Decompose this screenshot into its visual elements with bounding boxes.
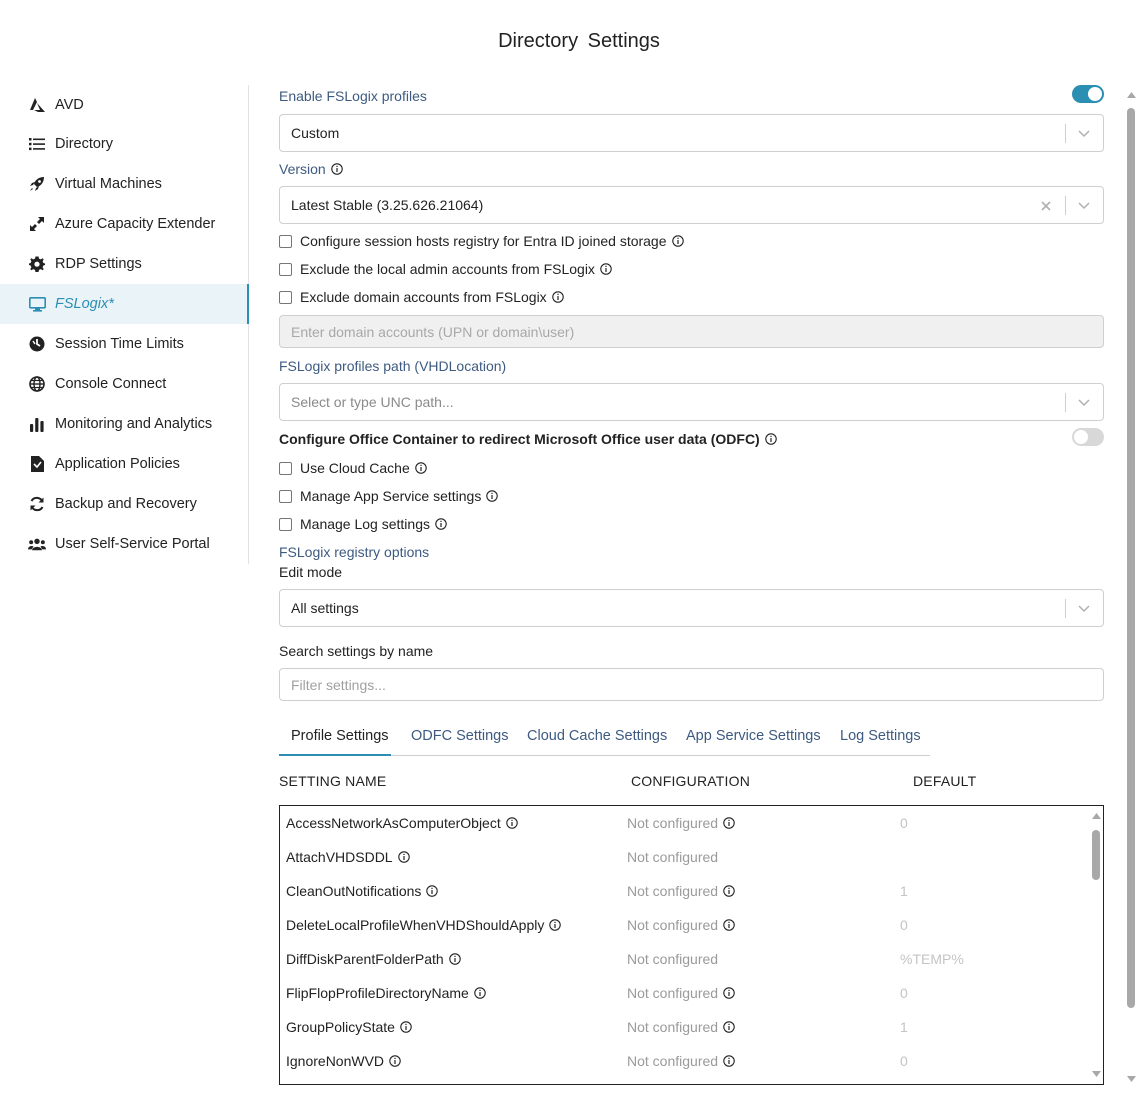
setting-name-cell: [286, 951, 461, 967]
table-row[interactable]: [280, 806, 1090, 840]
sidebar-item-directory[interactable]: [0, 124, 249, 164]
table-row[interactable]: [280, 1010, 1090, 1044]
default-value: 0: [900, 1053, 908, 1069]
tab-app-service-settings[interactable]: App Service Settings: [686, 728, 821, 744]
registry-entra-option: [279, 233, 684, 249]
document-icon: [28, 455, 46, 473]
bar-chart-icon: [28, 415, 46, 433]
default-value: %TEMP%: [900, 951, 964, 967]
default-value: 1: [900, 1019, 908, 1035]
dialog-title: Directory Settings: [498, 30, 660, 52]
setting-name: FlipFlopProfileDirectoryName: [286, 985, 469, 1001]
profiles-path-select[interactable]: [279, 383, 1104, 421]
sidebar-item-rdp-settings[interactable]: [0, 244, 249, 284]
table-row[interactable]: [280, 942, 1090, 976]
sidebar-item-label: RDP Settings: [55, 256, 142, 272]
app-service-option: [279, 488, 498, 504]
table-scrollbar-thumb[interactable]: [1092, 830, 1100, 880]
column-header-default[interactable]: DEFAULT: [913, 773, 977, 789]
edit-mode-select[interactable]: [279, 589, 1104, 627]
table-row[interactable]: [280, 874, 1090, 908]
info-icon[interactable]: [723, 817, 735, 829]
configuration-cell[interactable]: [627, 917, 735, 933]
filter-settings-placeholder: Filter settings...: [291, 676, 386, 693]
azure-icon: [28, 96, 46, 114]
configuration-cell[interactable]: [627, 1053, 735, 1069]
default-value: 0: [900, 917, 908, 933]
chevron-down-icon[interactable]: [1075, 197, 1093, 215]
settings-table: [279, 805, 1104, 1085]
registry-entra-label: Configure session hosts registry for Entra ID joined storage: [300, 233, 667, 249]
info-icon[interactable]: [415, 462, 427, 474]
profiles-path-label: FSLogix profiles path (VHDLocation): [279, 358, 507, 374]
info-icon[interactable]: [723, 919, 735, 931]
setting-name: GroupPolicyState: [286, 1019, 395, 1035]
gear-icon: [28, 255, 46, 273]
table-scrollbar[interactable]: [1089, 806, 1103, 1084]
setting-name: CleanOutNotifications: [286, 883, 422, 899]
table-row[interactable]: [280, 976, 1090, 1010]
sidebar-item-session-time-limits[interactable]: [0, 324, 249, 364]
tab-cloud-cache-settings[interactable]: Cloud Cache Settings: [527, 728, 668, 744]
info-icon[interactable]: [765, 433, 777, 445]
fslogix-settings-panel: [279, 0, 1104, 1105]
registry-options-label: FSLogix registry options: [279, 544, 430, 560]
sidebar-item-application-policies[interactable]: [0, 444, 249, 484]
edit-mode-label: Edit mode: [279, 564, 343, 580]
exclude-domain-option: [279, 289, 564, 305]
setting-name-cell: [286, 815, 518, 831]
sidebar-item-monitoring-analytics[interactable]: [0, 404, 249, 444]
sidebar-item-label: FSLogix*: [55, 296, 114, 312]
table-row[interactable]: [280, 1044, 1090, 1078]
info-icon[interactable]: [474, 987, 486, 999]
log-settings-label: Manage Log settings: [300, 516, 430, 532]
setting-name-cell: [286, 849, 410, 865]
configuration-value: Not configured: [627, 951, 719, 967]
info-icon[interactable]: [449, 953, 461, 965]
configuration-value: Not configured: [627, 849, 719, 865]
exclude-domain-checkbox[interactable]: [279, 291, 292, 304]
filter-settings-input[interactable]: [279, 668, 1104, 701]
setting-name-cell: [286, 1019, 412, 1035]
monitor-icon: [28, 295, 46, 313]
sidebar-item-fslogix[interactable]: [0, 284, 249, 324]
info-icon[interactable]: [506, 817, 518, 829]
chevron-down-icon[interactable]: [1075, 125, 1093, 143]
setting-name: IgnoreNonWVD: [286, 1053, 385, 1069]
sidebar-item-label: Monitoring and Analytics: [55, 416, 213, 432]
globe-icon: [28, 375, 46, 393]
profile-type-value: Custom: [291, 125, 340, 141]
search-settings-label: Search settings by name: [279, 643, 434, 659]
configuration-value: Not configured: [627, 883, 719, 899]
cloud-cache-checkbox[interactable]: [279, 462, 292, 475]
version-label-row: [279, 161, 343, 177]
chevron-down-icon[interactable]: [1075, 600, 1093, 618]
settings-sidebar: [0, 85, 249, 564]
sidebar-item-label: Azure Capacity Extender: [55, 216, 216, 232]
table-row[interactable]: [280, 840, 1090, 874]
configuration-value: Not configured: [627, 815, 719, 831]
info-icon[interactable]: [389, 1055, 401, 1067]
sidebar-item-label: Application Policies: [55, 456, 180, 472]
setting-name: AttachVHDSDDL: [286, 849, 393, 865]
info-icon[interactable]: [331, 163, 343, 175]
expand-icon: [28, 215, 46, 233]
exclude-local-admin-label: Exclude the local admin accounts from FSLogix: [300, 261, 595, 277]
enable-fslogix-label: Enable FSLogix profiles: [279, 88, 427, 104]
table-row[interactable]: [280, 908, 1090, 942]
column-header-configuration[interactable]: CONFIGURATION: [631, 773, 751, 789]
users-icon: [28, 535, 46, 553]
configuration-cell[interactable]: [627, 951, 718, 967]
info-icon[interactable]: [723, 1055, 735, 1067]
version-label: Version: [279, 161, 326, 177]
domain-accounts-input[interactable]: [279, 315, 1104, 348]
edit-mode-value: All settings: [291, 600, 359, 616]
list-icon: [28, 135, 46, 153]
configuration-cell[interactable]: [627, 883, 735, 899]
settings-tabs: [279, 722, 930, 756]
enable-fslogix-toggle[interactable]: [1072, 85, 1104, 103]
odfc-label: Configure Office Container to redirect Microsoft Office user data (ODFC): [279, 431, 760, 447]
info-icon[interactable]: [723, 1021, 735, 1033]
sidebar-item-user-self-service-portal[interactable]: [0, 524, 249, 564]
sidebar-item-label: Backup and Recovery: [55, 496, 197, 512]
sidebar-item-virtual-machines[interactable]: [0, 164, 249, 204]
sidebar-item-label: Console Connect: [55, 376, 167, 392]
sidebar-item-label: Session Time Limits: [55, 336, 184, 352]
app-service-checkbox[interactable]: [279, 490, 292, 503]
info-icon[interactable]: [426, 885, 438, 897]
sidebar-item-avd[interactable]: [0, 85, 249, 125]
setting-name-cell: [286, 985, 486, 1001]
registry-entra-checkbox[interactable]: [279, 235, 292, 248]
chevron-down-icon[interactable]: [1075, 394, 1093, 412]
default-value: 0: [900, 985, 908, 1001]
info-icon[interactable]: [435, 518, 447, 530]
setting-name: DeleteLocalProfileWhenVHDShouldApply: [286, 917, 545, 933]
page-scrollbar[interactable]: [1125, 88, 1137, 1088]
clear-icon[interactable]: [1037, 197, 1055, 215]
version-value: Latest Stable (3.25.626.21064): [291, 197, 484, 213]
log-settings-option: [279, 516, 447, 532]
info-icon[interactable]: [400, 1021, 412, 1033]
sidebar-item-backup-recovery[interactable]: [0, 484, 249, 524]
clock-icon: [28, 335, 46, 353]
page-scrollbar-thumb[interactable]: [1127, 108, 1135, 1008]
info-icon[interactable]: [398, 851, 410, 863]
info-icon[interactable]: [600, 263, 612, 275]
configuration-cell[interactable]: [627, 815, 735, 831]
profile-type-select[interactable]: [279, 114, 1104, 152]
info-icon[interactable]: [486, 490, 498, 502]
setting-name: DiffDiskParentFolderPath: [286, 951, 444, 967]
info-icon[interactable]: [723, 987, 735, 999]
configuration-cell[interactable]: [627, 1019, 735, 1035]
sidebar-item-azure-capacity-extender[interactable]: [0, 204, 249, 244]
info-icon[interactable]: [552, 291, 564, 303]
rocket-icon: [28, 175, 46, 193]
sidebar-item-label: User Self-Service Portal: [55, 536, 210, 552]
tab-log-settings[interactable]: Log Settings: [840, 728, 921, 744]
info-icon[interactable]: [549, 919, 561, 931]
app-service-label: Manage App Service settings: [300, 488, 482, 504]
odfc-label-row: [279, 431, 777, 447]
cloud-cache-label: Use Cloud Cache: [300, 460, 410, 476]
setting-name-cell: [286, 883, 438, 899]
odfc-toggle[interactable]: [1072, 428, 1104, 446]
configuration-cell[interactable]: [627, 849, 718, 865]
column-header-setting-name[interactable]: SETTING NAME: [279, 773, 387, 789]
cloud-cache-option: [279, 460, 427, 476]
sidebar-item-label: AVD: [55, 97, 84, 113]
sidebar-item-console-connect[interactable]: [0, 364, 249, 404]
info-icon[interactable]: [672, 235, 684, 247]
setting-name-cell: [286, 1053, 401, 1069]
info-icon[interactable]: [723, 885, 735, 897]
sidebar-item-label: Directory: [55, 136, 114, 152]
log-settings-checkbox[interactable]: [279, 518, 292, 531]
configuration-cell[interactable]: [627, 985, 735, 1001]
configuration-value: Not configured: [627, 1019, 719, 1035]
exclude-domain-label: Exclude domain accounts from FSLogix: [300, 289, 547, 305]
configuration-value: Not configured: [627, 917, 719, 933]
configuration-value: Not configured: [627, 985, 719, 1001]
setting-name: AccessNetworkAsComputerObject: [286, 815, 501, 831]
exclude-local-admin-option: [279, 261, 612, 277]
scroll-down-arrow-icon[interactable]: [1125, 1074, 1137, 1084]
version-select[interactable]: [279, 186, 1104, 224]
scroll-down-arrow-icon[interactable]: [1090, 1069, 1102, 1079]
domain-accounts-placeholder: Enter domain accounts (UPN or domain\user): [291, 323, 575, 340]
scroll-up-arrow-icon[interactable]: [1090, 811, 1102, 821]
sidebar-item-label: Virtual Machines: [55, 176, 162, 192]
configuration-value: Not configured: [627, 1053, 719, 1069]
default-value: 1: [900, 883, 908, 899]
default-value: 0: [900, 815, 908, 831]
tab-odfc-settings[interactable]: ODFC Settings: [411, 728, 509, 744]
tab-profile-settings[interactable]: Profile Settings: [279, 728, 391, 756]
profiles-path-placeholder: Select or type UNC path...: [291, 394, 454, 410]
setting-name-cell: [286, 917, 561, 933]
refresh-icon: [28, 495, 46, 513]
exclude-local-admin-checkbox[interactable]: [279, 263, 292, 276]
scroll-up-arrow-icon[interactable]: [1125, 90, 1137, 100]
